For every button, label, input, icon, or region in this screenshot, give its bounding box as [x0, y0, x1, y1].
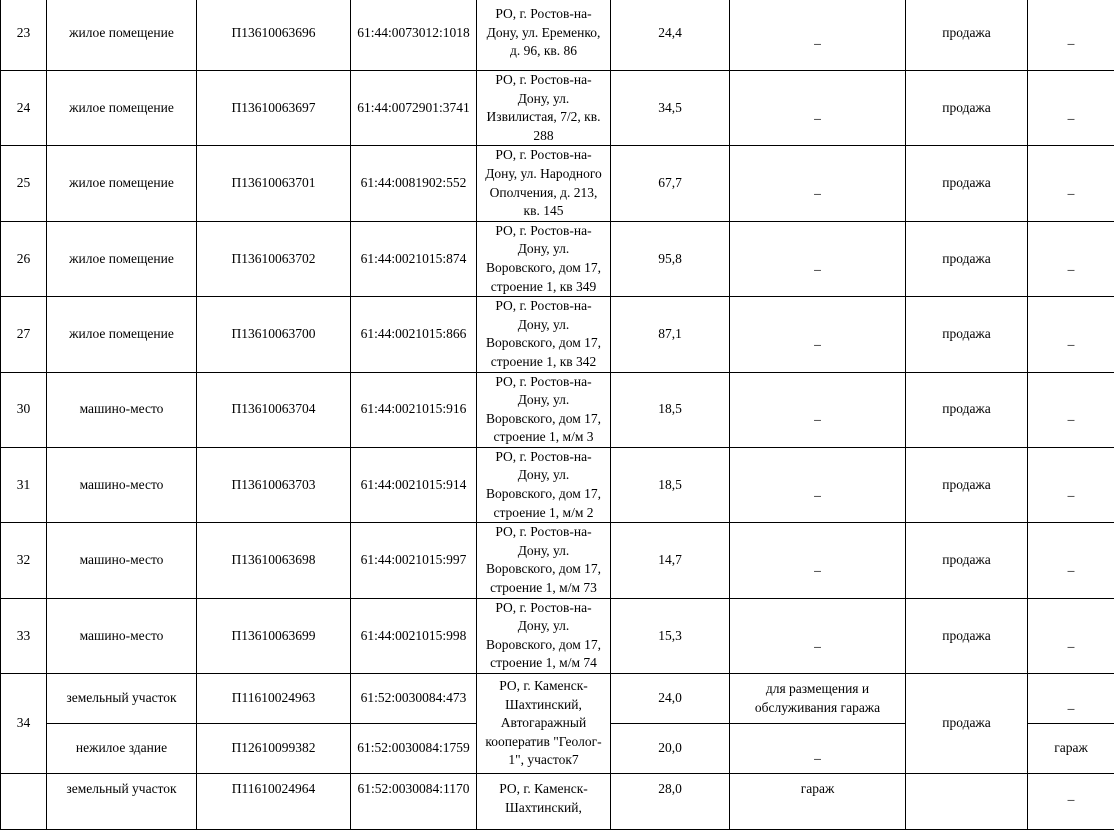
purpose: [730, 221, 906, 296]
sale-method: продажа: [906, 674, 1028, 774]
address-line: Воровского, дом 17,: [486, 637, 601, 652]
cadastral-number: 61:44:0021015:997: [351, 523, 477, 598]
note-text: _: [1068, 105, 1075, 124]
address-line: Шахтинский,: [505, 697, 582, 712]
row-number: 34: [1, 674, 47, 774]
note-text: _: [1068, 406, 1075, 425]
purpose: [730, 297, 906, 372]
row-number: 33: [1, 598, 47, 673]
purpose-text: _: [814, 105, 821, 124]
inventory-number: П13610063700: [197, 297, 351, 372]
purpose-text: _: [814, 406, 821, 425]
address: [477, 447, 611, 522]
row-number: 24: [1, 71, 47, 146]
address-line: Дону, ул.: [518, 392, 570, 407]
address-line: кооператив "Геолог-: [485, 734, 601, 749]
note: [1028, 0, 1114, 71]
address-line: РО, г. Каменск-: [499, 678, 588, 693]
purpose-text: _: [814, 331, 821, 350]
note: [1028, 523, 1114, 598]
table-row: [1, 71, 1114, 146]
sale-method: продажа: [906, 0, 1028, 71]
sale-method: продажа: [906, 71, 1028, 146]
sale-method: продажа: [906, 447, 1028, 522]
address-line: 1", участок7: [508, 752, 578, 767]
address-line: строение 1, кв 342: [491, 354, 597, 369]
address: [477, 598, 611, 673]
note: [1028, 447, 1114, 522]
address-line: Дону, ул.: [518, 317, 570, 332]
row-number: 30: [1, 372, 47, 447]
purpose: [730, 71, 906, 146]
inventory-number: П12610099382: [197, 724, 351, 774]
area: 14,7: [611, 523, 730, 598]
row-number: [1, 774, 47, 830]
address: [477, 0, 611, 71]
table-row: [1, 0, 1114, 71]
table-row: [1, 297, 1114, 372]
address-line: д. 96, кв. 86: [510, 43, 577, 58]
purpose-text: _: [814, 256, 821, 275]
address-line: строение 1, м/м 73: [490, 580, 597, 595]
table-row: [1, 598, 1114, 673]
object-type: жилое помещение: [47, 297, 197, 372]
address: [477, 774, 611, 830]
address-line: РО, г. Ростов-на-: [495, 223, 591, 238]
address: [477, 523, 611, 598]
address-line: РО, г. Каменск-: [499, 781, 588, 796]
address-line: Дону, ул.: [518, 467, 570, 482]
area: 67,7: [611, 146, 730, 221]
address-line: РО, г. Ростов-на-: [495, 298, 591, 313]
address-line: кв. 145: [524, 203, 564, 218]
cadastral-number: 61:44:0021015:998: [351, 598, 477, 673]
cadastral-number: 61:44:0081902:552: [351, 146, 477, 221]
area: 24,0: [611, 674, 730, 724]
sale-method: продажа: [906, 598, 1028, 673]
purpose: [730, 447, 906, 522]
object-type: земельный участок: [47, 674, 197, 724]
address-line: РО, г. Ростов-на-: [495, 524, 591, 539]
area: 20,0: [611, 724, 730, 774]
note: [1028, 146, 1114, 221]
note: [1028, 221, 1114, 296]
sale-method: продажа: [906, 221, 1028, 296]
note: [1028, 774, 1114, 830]
purpose-text: _: [814, 482, 821, 501]
purpose: [730, 146, 906, 221]
address-line: РО, г. Ростов-на-: [495, 147, 591, 162]
table-row: [1, 674, 1114, 724]
cadastral-number: 61:44:0072901:3741: [351, 71, 477, 146]
table-row: [1, 221, 1114, 296]
row-number: 31: [1, 447, 47, 522]
inventory-number: П13610063702: [197, 221, 351, 296]
cadastral-number: 61:52:0030084:1759: [351, 724, 477, 774]
address-line: Автогаражный: [501, 715, 586, 730]
note-text: _: [1068, 786, 1075, 805]
inventory-number: П13610063703: [197, 447, 351, 522]
note-text: _: [1068, 331, 1075, 350]
sale-method: продажа: [906, 523, 1028, 598]
inventory-number: П11610024964: [197, 774, 351, 830]
area: 24,4: [611, 0, 730, 71]
address-line: Дону, ул.: [518, 241, 570, 256]
note: [1028, 372, 1114, 447]
address-line: Дону, ул.: [518, 618, 570, 633]
object-type: жилое помещение: [47, 0, 197, 71]
address-line: строение 1, м/м 3: [494, 429, 594, 444]
address-line: Ополчения, д. 213,: [490, 185, 598, 200]
purpose-text: _: [814, 180, 821, 199]
cadastral-number: 61:44:0021015:866: [351, 297, 477, 372]
table-row: [1, 523, 1114, 598]
area: 15,3: [611, 598, 730, 673]
address-line: Извилистая, 7/2, кв.: [487, 109, 601, 124]
row-number: 26: [1, 221, 47, 296]
object-type: машино-место: [47, 372, 197, 447]
object-type: машино-место: [47, 523, 197, 598]
row-number: 32: [1, 523, 47, 598]
address-line: Воровского, дом 17,: [486, 335, 601, 350]
object-type: земельный участок: [47, 774, 197, 830]
table-row: [1, 372, 1114, 447]
row-number: 27: [1, 297, 47, 372]
object-type: жилое помещение: [47, 71, 197, 146]
inventory-number: П13610063699: [197, 598, 351, 673]
table-row: [1, 774, 1114, 830]
purpose: [730, 372, 906, 447]
address-line: Воровского, дом 17,: [486, 260, 601, 275]
address-line: Дону, ул. Народного: [485, 166, 602, 181]
address-line: Шахтинский,: [505, 800, 582, 815]
address: [477, 674, 611, 774]
address-line: строение 1, кв 349: [491, 279, 597, 294]
address-line: Дону, ул.: [518, 543, 570, 558]
address-line: Воровского, дом 17,: [486, 411, 601, 426]
object-type: нежилое здание: [47, 724, 197, 774]
cadastral-number: 61:44:0021015:916: [351, 372, 477, 447]
address: [477, 372, 611, 447]
purpose-line: обслуживания гаража: [755, 700, 880, 715]
note-text: _: [1068, 557, 1075, 576]
object-type: жилое помещение: [47, 146, 197, 221]
purpose-line: для размещения и: [766, 681, 869, 696]
purpose-text: _: [814, 557, 821, 576]
cadastral-number: 61:44:0021015:874: [351, 221, 477, 296]
table-row: [1, 447, 1114, 522]
inventory-number: П13610063697: [197, 71, 351, 146]
area: 18,5: [611, 372, 730, 447]
note: гараж: [1028, 724, 1114, 774]
note: [1028, 598, 1114, 673]
address: [477, 297, 611, 372]
address-line: Воровского, дом 17,: [486, 561, 601, 576]
note-text: _: [1068, 695, 1075, 714]
inventory-number: П11610024963: [197, 674, 351, 724]
purpose: гараж: [730, 774, 906, 830]
object-type: жилое помещение: [47, 221, 197, 296]
area: 34,5: [611, 71, 730, 146]
cadastral-number: 61:52:0030084:473: [351, 674, 477, 724]
address-line: РО, г. Ростов-на-: [495, 449, 591, 464]
purpose: [730, 598, 906, 673]
cadastral-number: 61:52:0030084:1170: [351, 774, 477, 830]
purpose: [730, 523, 906, 598]
area: 28,0: [611, 774, 730, 830]
purpose-text: _: [814, 30, 821, 49]
area: 87,1: [611, 297, 730, 372]
note-text: _: [1068, 180, 1075, 199]
area: 18,5: [611, 447, 730, 522]
inventory-number: П13610063704: [197, 372, 351, 447]
purpose: [730, 674, 906, 724]
note: [1028, 71, 1114, 146]
address-line: 288: [533, 128, 553, 143]
table-body: [1, 0, 1114, 830]
note: [1028, 297, 1114, 372]
address-line: Дону, ул.: [518, 91, 570, 106]
address-line: Воровского, дом 17,: [486, 486, 601, 501]
sale-method: продажа: [906, 146, 1028, 221]
address-line: РО, г. Ростов-на-: [495, 600, 591, 615]
object-type: машино-место: [47, 447, 197, 522]
row-number: 23: [1, 0, 47, 71]
area: 95,8: [611, 221, 730, 296]
inventory-number: П13610063698: [197, 523, 351, 598]
address-line: Дону, ул. Еременко,: [487, 25, 601, 40]
purpose: [730, 724, 906, 774]
table-row: [1, 146, 1114, 221]
purpose: [730, 0, 906, 71]
note-text: _: [1068, 482, 1075, 501]
address-line: РО, г. Ростов-на-: [495, 6, 591, 21]
sale-method: продажа: [906, 297, 1028, 372]
note: [1028, 674, 1114, 724]
note-text: _: [1068, 633, 1075, 652]
address-line: строение 1, м/м 74: [490, 655, 597, 670]
address-line: строение 1, м/м 2: [494, 505, 594, 520]
row-number: 25: [1, 146, 47, 221]
sale-method: продажа: [906, 372, 1028, 447]
purpose-text: _: [814, 745, 821, 764]
address: [477, 146, 611, 221]
inventory-number: П13610063701: [197, 146, 351, 221]
inventory-number: П13610063696: [197, 0, 351, 71]
note-text: _: [1068, 256, 1075, 275]
purpose-text: _: [814, 633, 821, 652]
address: [477, 221, 611, 296]
cadastral-number: 61:44:0073012:1018: [351, 0, 477, 71]
address-line: РО, г. Ростов-на-: [495, 374, 591, 389]
note-text: _: [1068, 30, 1075, 49]
address: [477, 71, 611, 146]
object-type: машино-место: [47, 598, 197, 673]
cadastral-number: 61:44:0021015:914: [351, 447, 477, 522]
sale-method: [906, 774, 1028, 830]
address-line: РО, г. Ростов-на-: [495, 72, 591, 87]
